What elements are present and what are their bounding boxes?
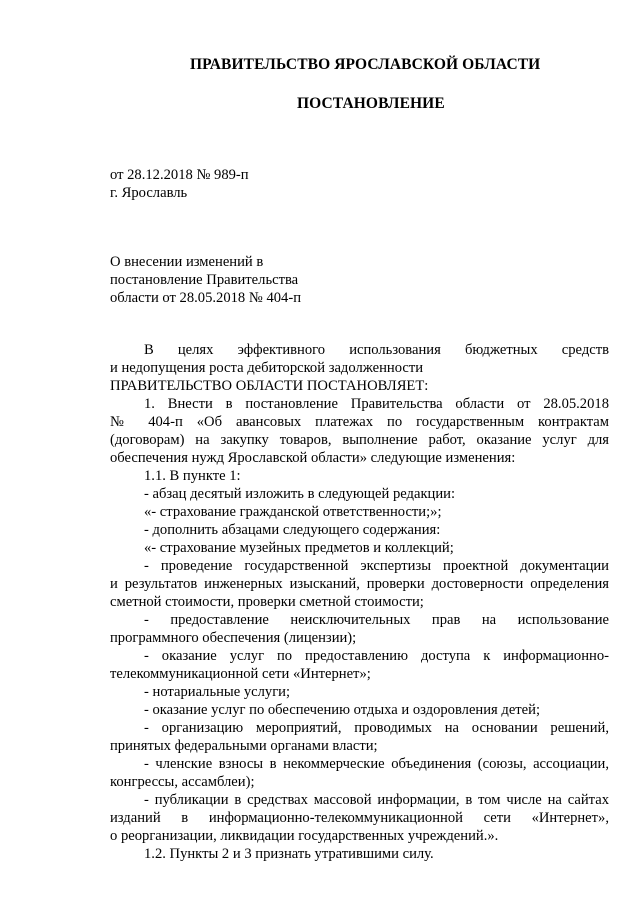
amendment-item: - предоставление неисключительных прав на использование bbox=[144, 612, 609, 628]
amendment-item: - оказание услуг по предоставлению доступа к информационно- bbox=[144, 648, 609, 664]
subparagraph-1-1: 1.1. В пункте 1: bbox=[144, 468, 241, 484]
amendment-item: «- страхование музейных предметов и коллекций; bbox=[144, 540, 454, 556]
amendment-item-cont: о реорганизации, ликвидации государственных учреждений.». bbox=[110, 828, 499, 844]
paragraph-1-line-2: № 404-п «Об авансовых платежах по государственным контрактам bbox=[110, 414, 609, 430]
amendment-item: - дополнить абзацами следующего содержания: bbox=[144, 522, 441, 538]
subparagraph-1-2: 1.2. Пункты 2 и 3 признать утратившими силу. bbox=[144, 846, 434, 862]
paragraph-1-line-3: (договорам) на закупку товаров, выполнение работ, оказание услуг для bbox=[110, 432, 609, 448]
intro-line-1: В целях эффективного использования бюджетных средств bbox=[144, 342, 609, 358]
resolves-statement: ПРАВИТЕЛЬСТВО ОБЛАСТИ ПОСТАНОВЛЯЕТ: bbox=[110, 378, 429, 394]
amendment-item-cont: конгрессы, ассамблеи); bbox=[110, 774, 255, 790]
amendment-item: - членские взносы в некоммерческие объединения (союзы, ассоциации, bbox=[144, 756, 609, 772]
amendment-item: - нотариальные услуги; bbox=[144, 684, 291, 700]
amendment-item-cont: и результатов инженерных изысканий, проверки достоверности определения bbox=[110, 576, 609, 592]
subject-line-2: постановление Правительства bbox=[110, 272, 299, 288]
amendment-item-cont: телекоммуникационной сети «Интернет»; bbox=[110, 666, 371, 682]
amendment-item: - оказание услуг по обеспечению отдыха и оздоровления детей; bbox=[144, 702, 541, 718]
amendment-item: - абзац десятый изложить в следующей редакции: bbox=[144, 486, 456, 502]
document-body bbox=[110, 341, 609, 863]
paragraph-1-line-1: 1. Внести в постановление Правительства области от 28.05.2018 bbox=[144, 396, 609, 412]
intro-line-2: и недопущения роста дебиторской задолженности bbox=[110, 360, 424, 376]
amendment-item-cont: изданий в информационно-телекоммуникационной сети «Интернет», bbox=[110, 810, 609, 826]
amendment-item: «- страхование гражданской ответственности;»; bbox=[144, 504, 442, 520]
paragraph-1-line-4: обеспечения нужд Ярославской области» следующие изменения: bbox=[110, 450, 516, 466]
amendment-item-cont: сметной стоимости, проверки сметной стоимости; bbox=[110, 594, 424, 610]
amendment-item: - публикации в средствах массовой информации, в том числе на сайтах bbox=[144, 792, 609, 808]
amendment-item-cont: принятых федеральными органами власти; bbox=[110, 738, 378, 754]
subject-line-1: О внесении изменений в bbox=[110, 254, 264, 270]
date-number: от 28.12.2018 № 989-п bbox=[110, 167, 249, 183]
city: г. Ярославль bbox=[110, 185, 188, 201]
subject-line-3: области от 28.05.2018 № 404-п bbox=[110, 290, 302, 306]
government-title: ПРАВИТЕЛЬСТВО ЯРОСЛАВСКОЙ ОБЛАСТИ bbox=[190, 56, 541, 73]
amendment-item: - проведение государственной экспертизы проектной документации bbox=[144, 558, 609, 574]
amendment-item: - организацию мероприятий, проводимых на основании решений, bbox=[144, 720, 609, 736]
document-type-title: ПОСТАНОВЛЕНИЕ bbox=[297, 95, 445, 112]
amendment-item-cont: программного обеспечения (лицензии); bbox=[110, 630, 357, 646]
